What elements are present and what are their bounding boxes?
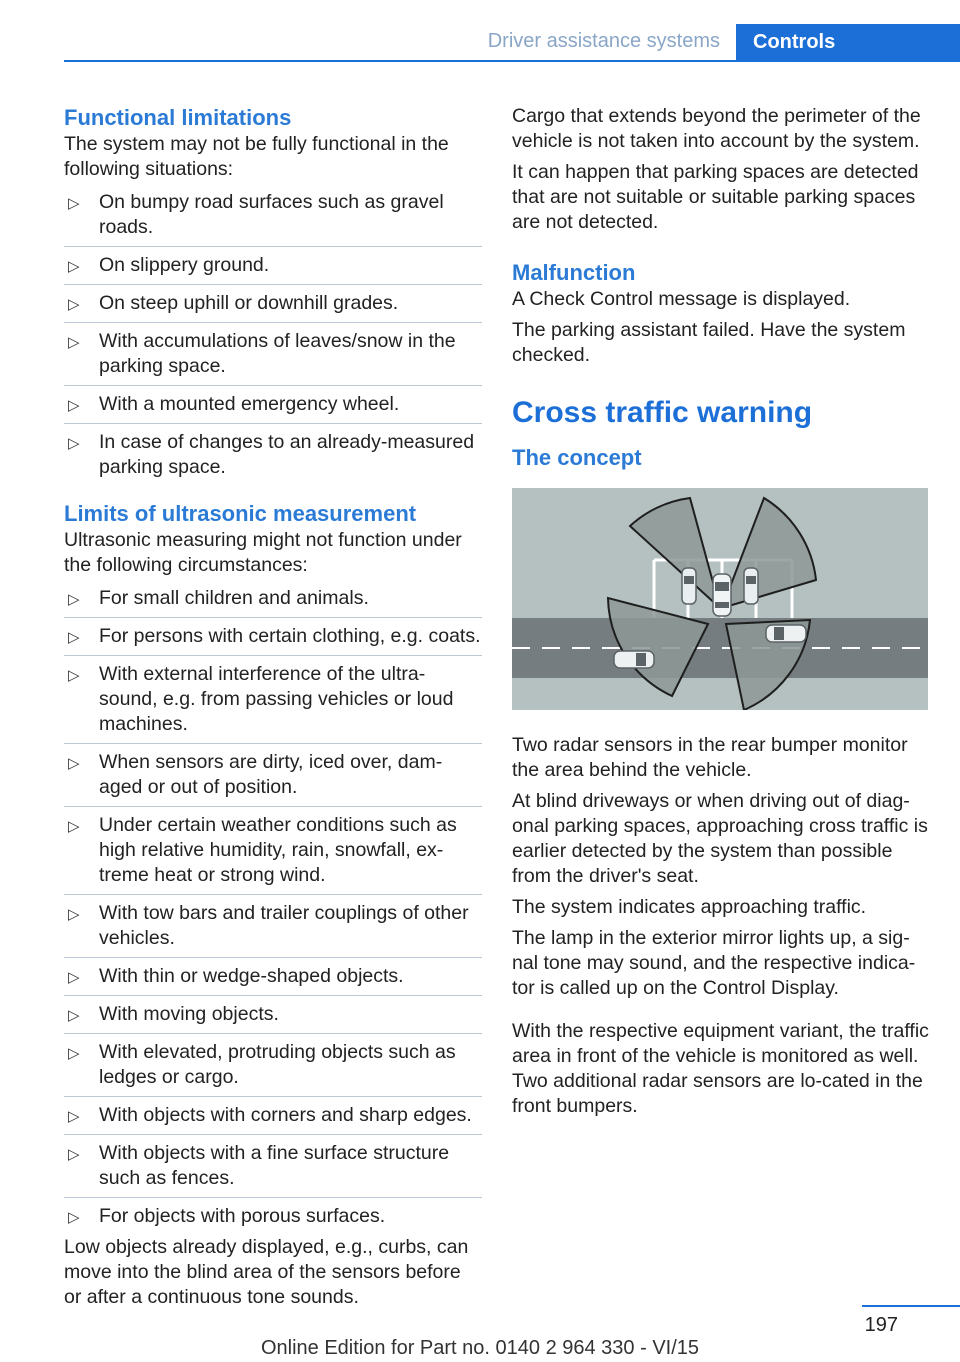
mirror-lamp-text: The lamp in the exterior mirror lights up, a sig‐nal tone may sound, and the respective indica‐tor is called up on the Control Display. bbox=[512, 927, 916, 999]
list-item: ▷ With elevated, protruding objects such as ledges or cargo. bbox=[64, 1040, 482, 1097]
list-item: ▷ With objects with a fine surface structure such as fences. bbox=[64, 1141, 482, 1198]
list-item: ▷ Under certain weather conditions such as high relative humidity, rain, snowfall, ex‐treme heat or strong wind. bbox=[64, 813, 482, 895]
blind-driveways-text: At blind driveways or when driving out of diag‐onal parking spaces, approaching cross traffic is earlier detected by the system than possible from the driver's seat. bbox=[512, 790, 928, 887]
list-item: ▷ For persons with certain clothing, e.g. coats. bbox=[64, 624, 482, 656]
low-objects-note: Low objects already displayed, e.g., curbs, can move into the blind area of the sensors before or after a continuous tone sounds. bbox=[64, 1236, 469, 1308]
triangle-bullet-icon: ▷ bbox=[68, 667, 80, 684]
heading-limits-ultrasonic: Limits of ultrasonic measurement bbox=[64, 501, 417, 526]
left-column bbox=[64, 104, 482, 1310]
right-column bbox=[512, 104, 930, 1119]
list-item: ▷ With tow bars and trailer couplings of other vehicles. bbox=[64, 901, 482, 958]
list-item: ▷ On bumpy road surfaces such as gravel roads. bbox=[64, 190, 482, 247]
list-item: ▷ On steep uphill or downhill grades. bbox=[64, 291, 482, 323]
triangle-bullet-icon: ▷ bbox=[68, 629, 80, 646]
triangle-bullet-icon: ▷ bbox=[68, 1209, 80, 1226]
spaces-note: It can happen that parking spaces are detected that are not suitable or suitable parking spaces are not detected. bbox=[512, 161, 919, 233]
triangle-bullet-icon: ▷ bbox=[68, 755, 80, 772]
triangle-bullet-icon: ▷ bbox=[68, 296, 80, 313]
heading-malfunction: Malfunction bbox=[512, 260, 636, 285]
functional-list bbox=[64, 190, 482, 486]
triangle-bullet-icon: ▷ bbox=[68, 818, 80, 835]
triangle-bullet-icon: ▷ bbox=[68, 258, 80, 275]
heading-cross-traffic-warning: Cross traffic warning bbox=[512, 396, 813, 429]
page-number: 197 bbox=[864, 1314, 898, 1336]
radar-rear-text: Two radar sensors in the rear bumper monitor the area behind the vehicle. bbox=[512, 734, 908, 781]
triangle-bullet-icon: ▷ bbox=[68, 195, 80, 212]
limits-list bbox=[64, 586, 482, 1235]
list-item: ▷ With external interference of the ultra‐sound, e.g. from passing vehicles or loud machines. bbox=[64, 662, 482, 744]
list-item: ▷ With objects with corners and sharp edges. bbox=[64, 1103, 482, 1135]
header-section-title: Driver assistance systems bbox=[487, 30, 720, 52]
approaching-car-right bbox=[766, 625, 806, 642]
heading-functional-limitations: Functional limitations bbox=[64, 105, 292, 130]
cross-traffic-illustration bbox=[512, 488, 928, 710]
triangle-bullet-icon: ▷ bbox=[68, 906, 80, 923]
triangle-bullet-icon: ▷ bbox=[68, 1146, 80, 1163]
triangle-bullet-icon: ▷ bbox=[68, 435, 80, 452]
equipment-variant-text: With the respective equipment variant, the traffic area in front of the vehicle is monitored as well. Two additional radar sensors are lo‐cated in the front bumpers. bbox=[512, 1020, 929, 1117]
footer-rule bbox=[862, 1305, 960, 1307]
parked-car-right bbox=[744, 568, 758, 604]
header-chapter-tab: Controls bbox=[736, 24, 960, 62]
check-control-text: A Check Control message is displayed. bbox=[512, 288, 851, 310]
functional-intro: The system may not be fully functional in the following situations: bbox=[64, 133, 449, 180]
heading-the-concept: The concept bbox=[512, 445, 642, 470]
triangle-bullet-icon: ▷ bbox=[68, 1045, 80, 1062]
list-item: ▷ In case of changes to an already-measured parking space. bbox=[68, 431, 475, 478]
triangle-bullet-icon: ▷ bbox=[68, 1108, 80, 1125]
list-item: ▷ With thin or wedge-shaped objects. bbox=[64, 964, 482, 996]
edition-footer: Online Edition for Part no. 0140 2 964 330 - VI/15 bbox=[260, 1337, 700, 1359]
cargo-note: Cargo that extends beyond the perimeter of the vehicle is not taken into account by the system. bbox=[512, 105, 921, 152]
list-item: ▷ For objects with porous surfaces. bbox=[64, 1204, 482, 1235]
triangle-bullet-icon: ▷ bbox=[68, 397, 80, 414]
list-item: ▷ When sensors are dirty, iced over, dam‐aged or out of position. bbox=[64, 750, 482, 807]
approaching-car-left bbox=[614, 651, 654, 668]
list-item: ▷ With accumulations of leaves/snow in the parking space. bbox=[64, 329, 482, 386]
ego-car bbox=[713, 574, 731, 616]
indicates-traffic-text: The system indicates approaching traffic. bbox=[512, 896, 867, 918]
list-item: ▷ With a mounted emergency wheel. bbox=[64, 392, 482, 424]
list-item: ▷ On slippery ground. bbox=[64, 253, 482, 285]
list-item: ▷ For small children and animals. bbox=[64, 586, 482, 618]
triangle-bullet-icon: ▷ bbox=[68, 1007, 80, 1024]
triangle-bullet-icon: ▷ bbox=[68, 969, 80, 986]
header-rule bbox=[64, 60, 960, 62]
triangle-bullet-icon: ▷ bbox=[68, 591, 80, 608]
triangle-bullet-icon: ▷ bbox=[68, 334, 80, 351]
list-item: ▷ With moving objects. bbox=[64, 1002, 482, 1034]
limits-intro: Ultrasonic measuring might not function under the following circumstances: bbox=[64, 529, 462, 576]
assistant-failed-text: The parking assistant failed. Have the system checked. bbox=[512, 319, 906, 366]
parked-car-left bbox=[682, 568, 696, 604]
